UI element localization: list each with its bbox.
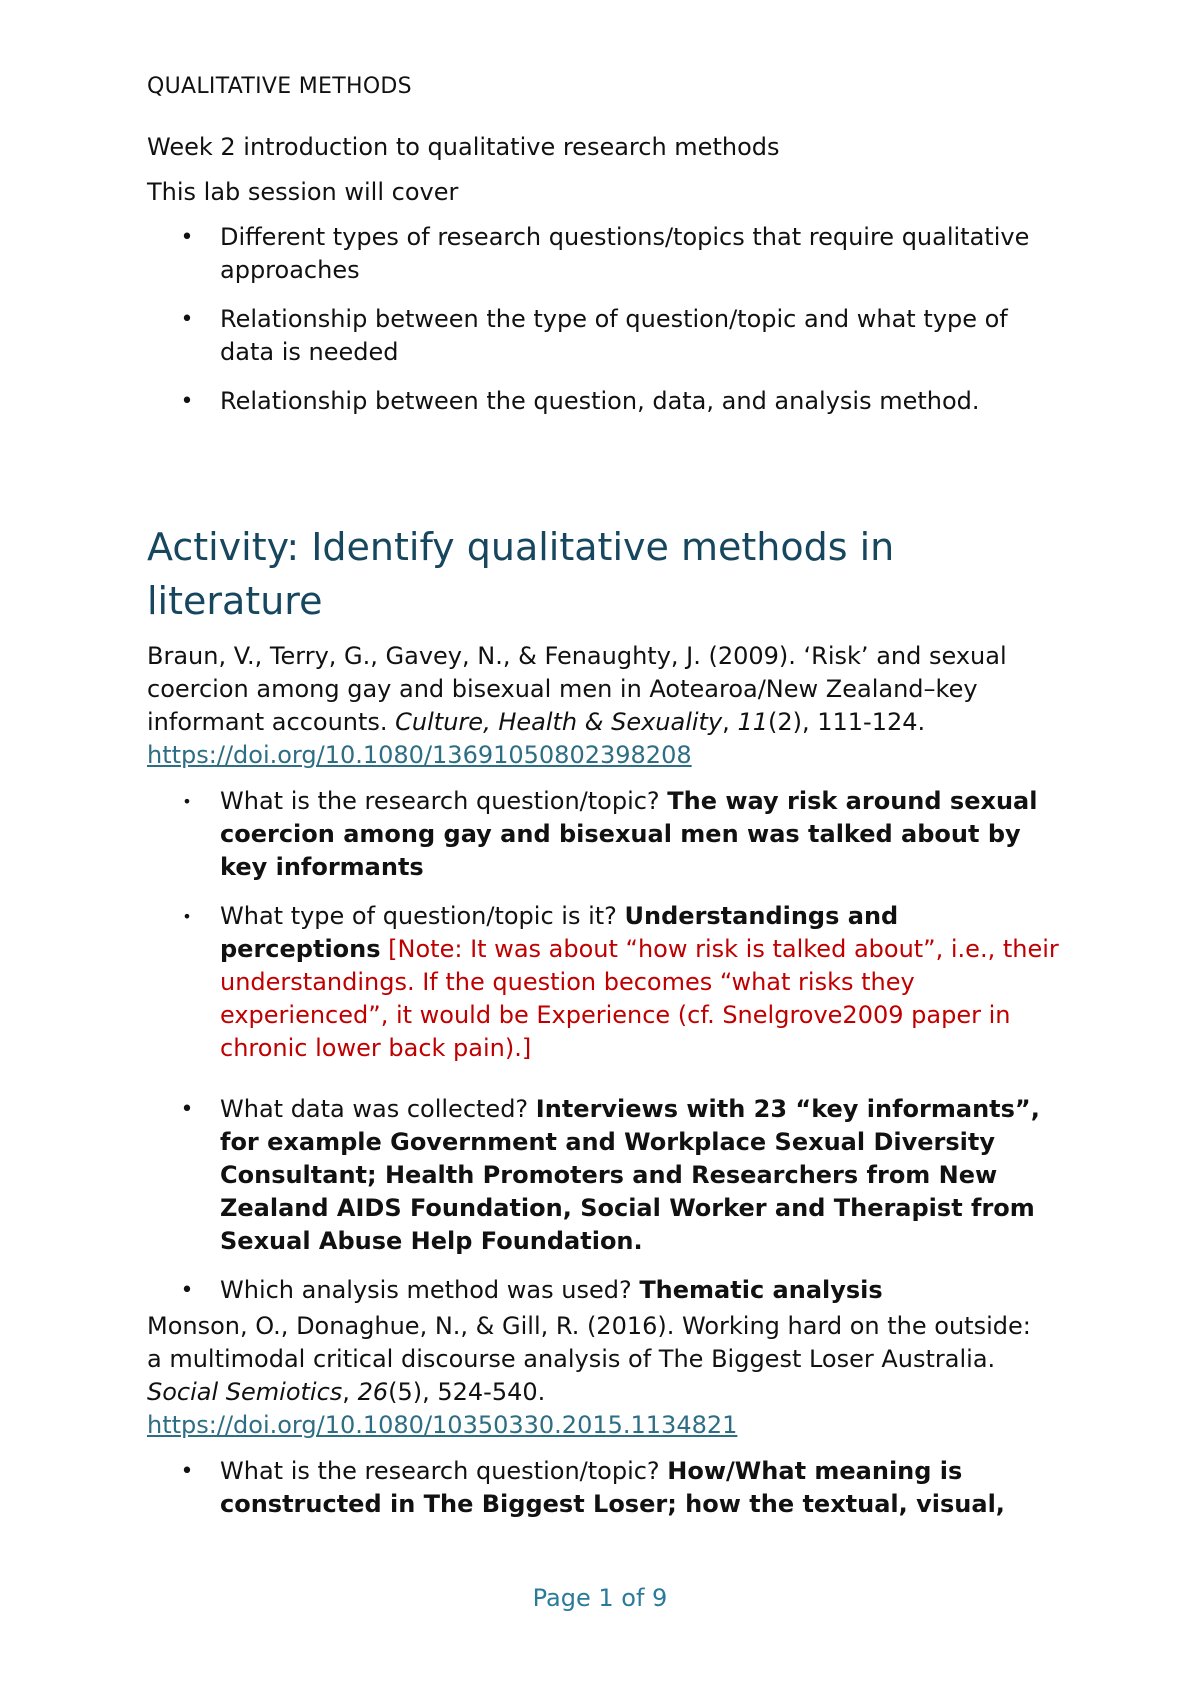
ref2-question-list — [147, 1455, 1067, 1537]
ref1-question-list-cont — [147, 1093, 1067, 1323]
doi-link[interactable]: https://doi.org/10.1080/13691050802398208 — [147, 741, 692, 769]
reference-2: Monson, O., Donaghue, N., & Gill, R. (2016). Working hard on the outside: a multimodal critical discourse analysis of The Biggest Loser Australia. Social Semiotics, 26(5), 524-540. https://doi.org/10.1080/10350330.2015.1134821 — [147, 1312, 1031, 1439]
intro-bullet-list — [147, 221, 1067, 434]
journal-volume: 26 — [357, 1378, 389, 1406]
bullet-icon: • — [182, 792, 192, 811]
ref1-question-list — [147, 785, 1067, 1081]
bullet-icon: • — [180, 389, 194, 414]
bullet-icon: • — [180, 1097, 194, 1122]
bullet-icon: • — [180, 1278, 194, 1303]
bullet-icon: • — [182, 907, 192, 926]
journal-title: Culture, Health & Sexuality — [395, 708, 723, 736]
document-header: QUALITATIVE METHODS — [147, 74, 412, 99]
teacher-note: [Note: It was about “how risk is talked about”, i.e., their understandings. If the question becomes “what risks they experienced”, it would be Experience (cf. Snelgrove2009 paper in chronic lower back pain).] — [220, 935, 1059, 1062]
list-item: • What is the research question/topic? How/What meaning is constructed in The Biggest Loser; how the textual, visual, — [147, 1455, 1067, 1521]
week-title: Week 2 introduction to qualitative research methods — [147, 133, 780, 161]
list-item: • Which analysis method was used? Thematic analysis — [147, 1274, 1067, 1307]
activity-heading: Activity: Identify qualitative methods in literature — [147, 525, 895, 623]
list-item: • Different types of research questions/topics that require qualitative approaches — [147, 221, 1067, 287]
list-item: • What type of question/topic is it? Understandings and perceptions [Note: It was about “how risk is talked about”, i.e., their understandings. If the question becomes “what risks they experienced”, it would be Experience (cf. Snelgrove2009 paper in chronic lower back pain).] — [147, 900, 1067, 1065]
list-item: • What data was collected? Interviews with 23 “key informants”, for example Government and Workplace Sexual Diversity Consultant; Health Promoters and Researchers from New Zealand AIDS Foundation, Social Worker and Therapist from Sexual Abuse Help Foundation. — [147, 1093, 1067, 1258]
list-item: • Relationship between the type of question/topic and what type of data is needed — [147, 303, 1067, 369]
journal-volume: 11 — [737, 708, 768, 736]
list-item: • Relationship between the question, data, and analysis method. — [147, 385, 1067, 418]
doi-link[interactable]: https://doi.org/10.1080/10350330.2015.1134821 — [147, 1411, 738, 1439]
journal-title: Social Semiotics — [147, 1378, 343, 1406]
lab-lead: This lab session will cover — [147, 178, 459, 206]
bullet-icon: • — [180, 225, 194, 250]
reference-1: Braun, V., Terry, G., Gavey, N., & Fenaughty, J. (2009). ‘Risk’ and sexual coercion among gay and bisexual men in Aotearoa/New Zealand–key informant accounts. Culture, Health & Sexuality, 11(2), 111-124. https://doi.org/10.1080/13691050802398208 — [147, 642, 1007, 769]
bullet-icon: • — [180, 307, 194, 332]
page-number: Page 1 of 9 — [532, 1584, 668, 1612]
bullet-icon: • — [180, 1459, 194, 1484]
list-item: • What is the research question/topic? The way risk around sexual coercion among gay and bisexual men was talked about by key informants — [147, 785, 1067, 884]
